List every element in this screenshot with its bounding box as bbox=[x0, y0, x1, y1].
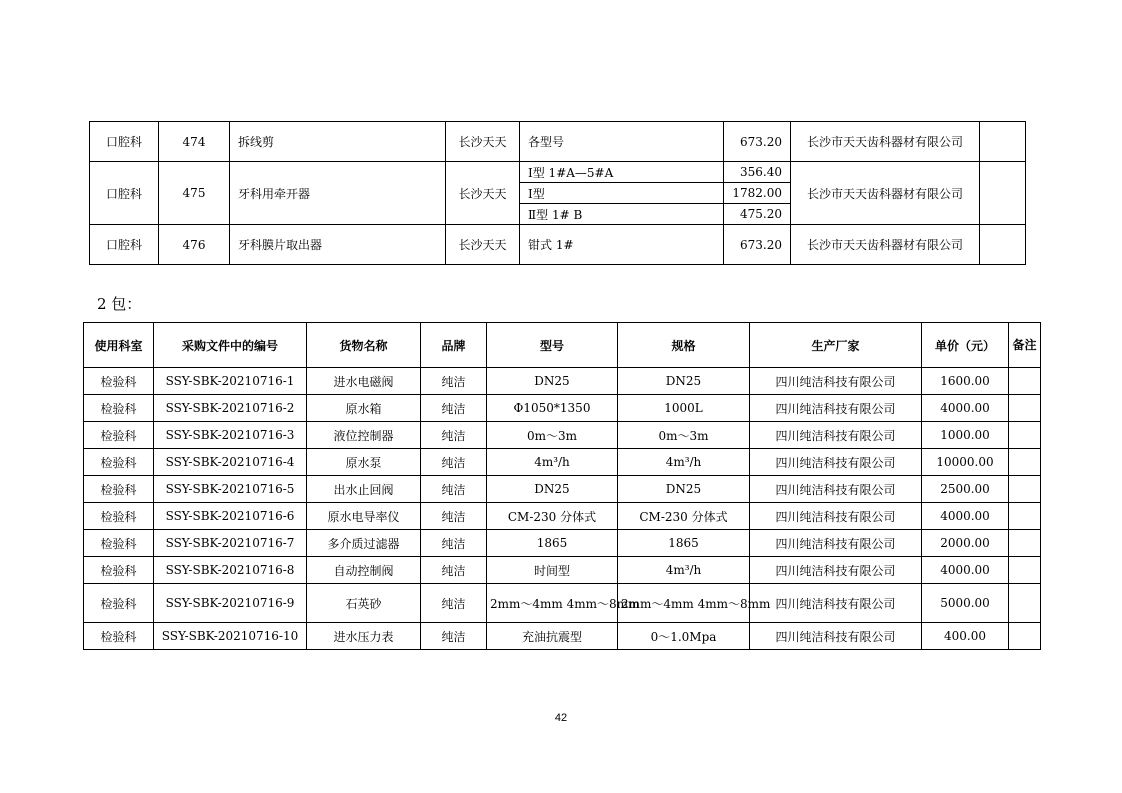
number-cell: 476 bbox=[159, 225, 230, 265]
note-cell bbox=[1009, 503, 1041, 530]
price-cell: 10000.00 bbox=[922, 449, 1009, 476]
model-cell: CM-230 分体式 bbox=[487, 503, 618, 530]
model-cell: DN25 bbox=[487, 368, 618, 395]
table-row bbox=[84, 368, 1041, 395]
dept-cell: 检验科 bbox=[84, 449, 154, 476]
spec-cell: 4m³/h bbox=[618, 449, 750, 476]
item-name-cell: 液位控制器 bbox=[307, 422, 421, 449]
brand-cell: 纯洁 bbox=[421, 395, 487, 422]
item-name-cell: 牙科膜片取出器 bbox=[230, 225, 446, 265]
table-row bbox=[90, 122, 1026, 162]
table-row bbox=[84, 584, 1041, 623]
spec-cell: DN25 bbox=[618, 476, 750, 503]
dept-cell: 检验科 bbox=[84, 422, 154, 449]
price-cell: 1782.00 bbox=[724, 183, 791, 204]
dept-cell: 检验科 bbox=[84, 530, 154, 557]
price-cell: 1600.00 bbox=[922, 368, 1009, 395]
dept-cell: 检验科 bbox=[84, 476, 154, 503]
maker-cell: 四川纯洁科技有限公司 bbox=[750, 530, 922, 557]
code-cell: SSY-SBK-20210716-10 bbox=[154, 623, 307, 650]
maker-cell: 四川纯洁科技有限公司 bbox=[750, 557, 922, 584]
maker-cell: 长沙市天天齿科器材有限公司 bbox=[791, 122, 980, 162]
model-cell: 钳式 1# bbox=[520, 225, 724, 265]
note-cell bbox=[1009, 395, 1041, 422]
dept-cell: 口腔科 bbox=[90, 122, 159, 162]
brand-cell: 纯洁 bbox=[421, 623, 487, 650]
header-dept: 使用科室 bbox=[84, 323, 154, 368]
code-cell: SSY-SBK-20210716-7 bbox=[154, 530, 307, 557]
brand-cell: 长沙天天 bbox=[446, 122, 520, 162]
note-cell bbox=[1009, 449, 1041, 476]
header-note: 备注 bbox=[1009, 323, 1041, 368]
item-name-cell: 进水压力表 bbox=[307, 623, 421, 650]
table-row bbox=[90, 162, 1026, 183]
table-row bbox=[84, 395, 1041, 422]
price-cell: 2000.00 bbox=[922, 530, 1009, 557]
spec-cell: CM-230 分体式 bbox=[618, 503, 750, 530]
header-name: 货物名称 bbox=[307, 323, 421, 368]
dept-cell: 检验科 bbox=[84, 623, 154, 650]
brand-cell: 纯洁 bbox=[421, 476, 487, 503]
page-number: 42 bbox=[554, 712, 568, 724]
package-2-table-body bbox=[84, 368, 1041, 650]
dept-cell: 口腔科 bbox=[90, 162, 159, 225]
dept-cell: 检验科 bbox=[84, 395, 154, 422]
item-name-cell: 拆线剪 bbox=[230, 122, 446, 162]
price-cell: 2500.00 bbox=[922, 476, 1009, 503]
table-row bbox=[84, 623, 1041, 650]
table-row bbox=[90, 225, 1026, 265]
price-cell: 673.20 bbox=[724, 122, 791, 162]
brand-cell: 纯洁 bbox=[421, 584, 487, 623]
dept-cell: 检验科 bbox=[84, 584, 154, 623]
code-cell: SSY-SBK-20210716-6 bbox=[154, 503, 307, 530]
model-cell: 1865 bbox=[487, 530, 618, 557]
spec-cell: 0～1.0Mpa bbox=[618, 623, 750, 650]
maker-cell: 四川纯洁科技有限公司 bbox=[750, 476, 922, 503]
maker-cell: 长沙市天天齿科器材有限公司 bbox=[791, 225, 980, 265]
maker-cell: 四川纯洁科技有限公司 bbox=[750, 368, 922, 395]
table-row bbox=[84, 476, 1041, 503]
item-name-cell: 原水泵 bbox=[307, 449, 421, 476]
maker-cell: 长沙市天天齿科器材有限公司 bbox=[791, 162, 980, 225]
dept-cell: 检验科 bbox=[84, 503, 154, 530]
package-2-table bbox=[83, 322, 1041, 650]
table-row bbox=[84, 530, 1041, 557]
brand-cell: 纯洁 bbox=[421, 368, 487, 395]
price-cell: 475.20 bbox=[724, 204, 791, 225]
table-row bbox=[84, 422, 1041, 449]
code-cell: SSY-SBK-20210716-2 bbox=[154, 395, 307, 422]
note-cell bbox=[1009, 623, 1041, 650]
note-cell bbox=[980, 122, 1026, 162]
package-label: 2 包： bbox=[97, 295, 142, 313]
header-price: 单价（元） bbox=[922, 323, 1009, 368]
item-name-cell: 原水电导率仪 bbox=[307, 503, 421, 530]
code-cell: SSY-SBK-20210716-9 bbox=[154, 584, 307, 623]
brand-cell: 长沙天天 bbox=[446, 162, 520, 225]
model-cell: 4m³/h bbox=[487, 449, 618, 476]
note-cell bbox=[1009, 557, 1041, 584]
table-row bbox=[84, 449, 1041, 476]
note-cell bbox=[980, 225, 1026, 265]
brand-cell: 纯洁 bbox=[421, 557, 487, 584]
note-cell bbox=[1009, 422, 1041, 449]
spec-cell: 0m～3m bbox=[618, 422, 750, 449]
price-cell: 1000.00 bbox=[922, 422, 1009, 449]
model-cell: Ⅰ型 1#A—5#A bbox=[520, 162, 724, 183]
item-name-cell: 牙科用牵开器 bbox=[230, 162, 446, 225]
code-cell: SSY-SBK-20210716-1 bbox=[154, 368, 307, 395]
code-cell: SSY-SBK-20210716-4 bbox=[154, 449, 307, 476]
price-cell: 4000.00 bbox=[922, 503, 1009, 530]
header-row bbox=[84, 323, 1041, 368]
dept-cell: 口腔科 bbox=[90, 225, 159, 265]
model-cell: 0m～3m bbox=[487, 422, 618, 449]
maker-cell: 四川纯洁科技有限公司 bbox=[750, 623, 922, 650]
model-cell: 2mm～4mm 4mm～8mm bbox=[487, 584, 618, 623]
item-name-cell: 自动控制阀 bbox=[307, 557, 421, 584]
header-model: 型号 bbox=[487, 323, 618, 368]
price-cell: 356.40 bbox=[724, 162, 791, 183]
item-name-cell: 进水电磁阀 bbox=[307, 368, 421, 395]
brand-cell: 纯洁 bbox=[421, 449, 487, 476]
price-cell: 400.00 bbox=[922, 623, 1009, 650]
model-cell: Φ1050*1350 bbox=[487, 395, 618, 422]
spec-cell: 2mm～4mm 4mm～8mm bbox=[618, 584, 750, 623]
maker-cell: 四川纯洁科技有限公司 bbox=[750, 422, 922, 449]
code-cell: SSY-SBK-20210716-8 bbox=[154, 557, 307, 584]
number-cell: 474 bbox=[159, 122, 230, 162]
brand-cell: 长沙天天 bbox=[446, 225, 520, 265]
note-cell bbox=[1009, 368, 1041, 395]
note-cell bbox=[1009, 476, 1041, 503]
continued-items-table bbox=[89, 121, 1026, 265]
price-cell: 5000.00 bbox=[922, 584, 1009, 623]
price-cell: 4000.00 bbox=[922, 395, 1009, 422]
number-cell: 475 bbox=[159, 162, 230, 225]
dept-cell: 检验科 bbox=[84, 557, 154, 584]
model-cell: Ⅱ型 1# B bbox=[520, 204, 724, 225]
item-name-cell: 多介质过滤器 bbox=[307, 530, 421, 557]
spec-cell: 1865 bbox=[618, 530, 750, 557]
maker-cell: 四川纯洁科技有限公司 bbox=[750, 584, 922, 623]
price-cell: 4000.00 bbox=[922, 557, 1009, 584]
item-name-cell: 石英砂 bbox=[307, 584, 421, 623]
header-brand: 品牌 bbox=[421, 323, 487, 368]
table-row bbox=[84, 503, 1041, 530]
note-cell bbox=[980, 162, 1026, 225]
table-row bbox=[84, 557, 1041, 584]
item-name-cell: 出水止回阀 bbox=[307, 476, 421, 503]
code-cell: SSY-SBK-20210716-3 bbox=[154, 422, 307, 449]
model-cell: DN25 bbox=[487, 476, 618, 503]
header-code: 采购文件中的编号 bbox=[154, 323, 307, 368]
code-cell: SSY-SBK-20210716-5 bbox=[154, 476, 307, 503]
spec-cell: 1000L bbox=[618, 395, 750, 422]
maker-cell: 四川纯洁科技有限公司 bbox=[750, 449, 922, 476]
maker-cell: 四川纯洁科技有限公司 bbox=[750, 395, 922, 422]
model-cell: Ⅰ型 bbox=[520, 183, 724, 204]
spec-cell: 4m³/h bbox=[618, 557, 750, 584]
brand-cell: 纯洁 bbox=[421, 503, 487, 530]
price-cell: 673.20 bbox=[724, 225, 791, 265]
dept-cell: 检验科 bbox=[84, 368, 154, 395]
header-maker: 生产厂家 bbox=[750, 323, 922, 368]
model-cell: 充油抗震型 bbox=[487, 623, 618, 650]
model-cell: 时间型 bbox=[487, 557, 618, 584]
maker-cell: 四川纯洁科技有限公司 bbox=[750, 503, 922, 530]
header-spec: 规格 bbox=[618, 323, 750, 368]
brand-cell: 纯洁 bbox=[421, 422, 487, 449]
note-cell bbox=[1009, 530, 1041, 557]
note-cell bbox=[1009, 584, 1041, 623]
brand-cell: 纯洁 bbox=[421, 530, 487, 557]
item-name-cell: 原水箱 bbox=[307, 395, 421, 422]
spec-cell: DN25 bbox=[618, 368, 750, 395]
model-cell: 各型号 bbox=[520, 122, 724, 162]
